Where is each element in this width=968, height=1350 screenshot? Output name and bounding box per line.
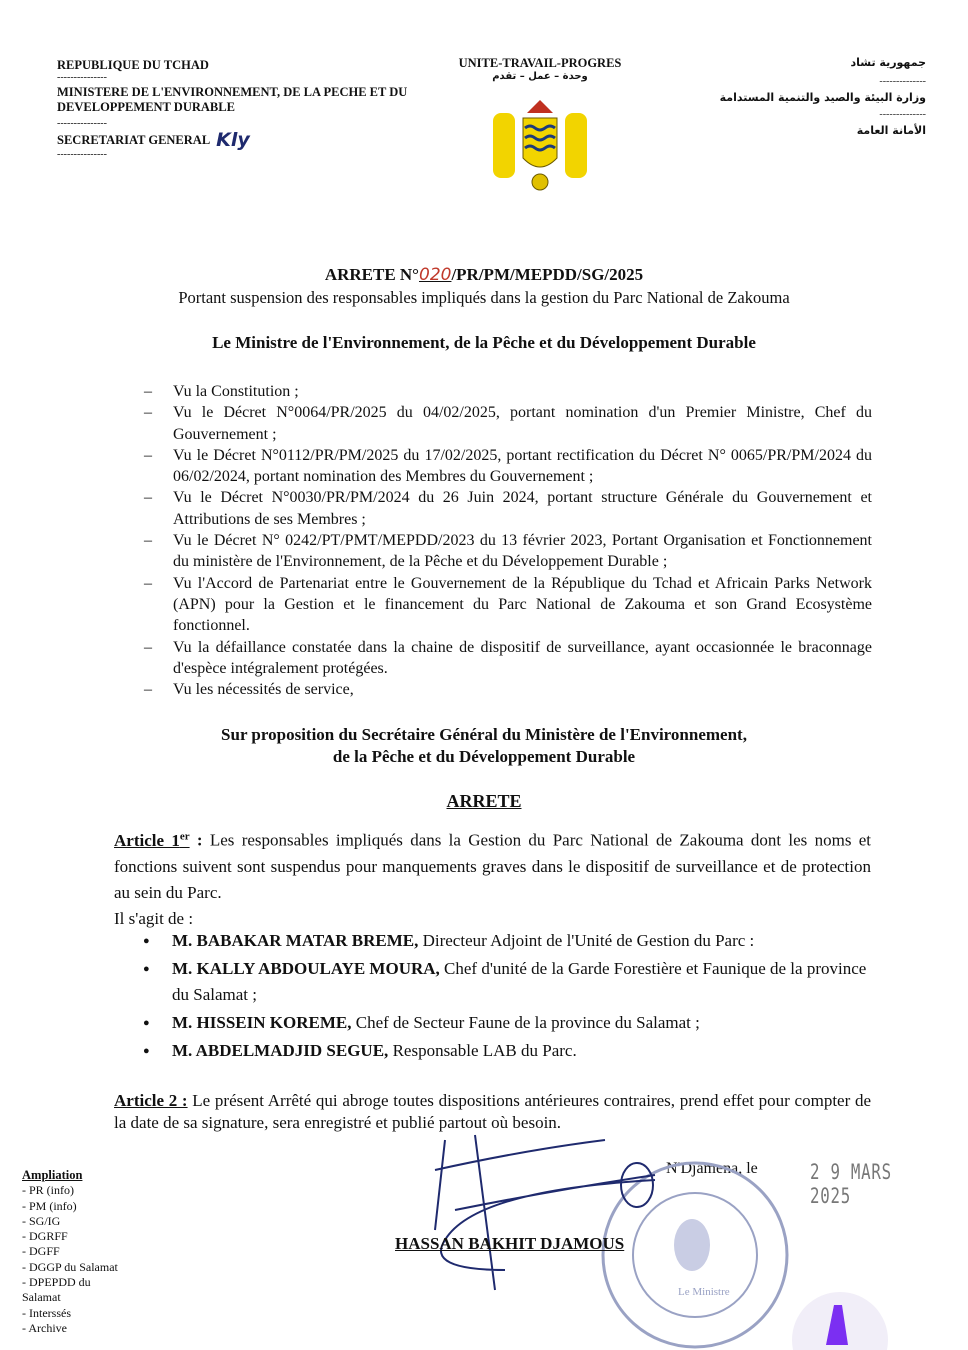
coat-of-arms-icon (485, 98, 595, 193)
motto: UNITE-TRAVAIL-PROGRES (458, 56, 622, 70)
ampliation-list (22, 1168, 118, 1336)
separator: -------------- (879, 76, 926, 87)
article-1: Article 1er : Les responsables impliqués dans la Gestion du Parc National de Zakouma dont les noms et fonctions suivent sont suspendus pour manquements graves dans le dispositif de surveillance et de protection au sein du Parc. Il s'agit de : (114, 823, 871, 932)
ampliation-item: - Archive (22, 1320, 67, 1335)
authority: Le Ministre de l'Environnement, de la Pêche et du Développement Durable (212, 333, 756, 352)
separator: --------------- (57, 149, 107, 160)
decree-subtitle: Portant suspension des responsables impliqués dans la gestion du Parc National de Zakouma (178, 288, 790, 307)
republic-label: REPUBLIQUE DU TCHAD (57, 58, 209, 72)
ministry-arabic: وزارة البيئة والصيد والتنمية المستدامة (719, 91, 926, 104)
title-suffix: /PR/PM/MEPDD/SG/2025 (451, 265, 644, 284)
motto-arabic: وحدة – عمل – تقدم (492, 71, 588, 82)
republic-arabic: جمهورية تشاد (850, 56, 926, 69)
ampliation-item: - DGFF (22, 1244, 60, 1259)
consideration-item: – Vu la défaillance constatée dans la chaine de dispositif de surveillance, ayant occasionnée le braconnage d'espèce intégralement protégées. (140, 637, 872, 680)
proposal-line: Sur proposition du Secrétaire Général du Ministère de l'Environnement, (221, 725, 747, 744)
consideration-item: – Vu la Constitution ; (140, 381, 872, 402)
ampliation-item: - PM (info) (22, 1198, 77, 1213)
person-item: ● M. ABDELMADJID SEGUE, Responsable LAB du Parc. (143, 1038, 878, 1064)
proposal (0, 724, 968, 768)
ampliation-heading: Ampliation (22, 1168, 83, 1182)
consideration-item: – Vu l'Accord de Partenariat entre le Gouvernement de la République du Tchad et Africain Parks Network (APN) pour la Gestion et le financement du Parc National de Zakouma et son Grand Ecosystème fonctionnel. (140, 573, 872, 637)
consideration-item: – Vu le Décret N°0112/PR/PM/2025 du 17/02/2025, portant rectification du Décret N° 0065/PR/PM/2024 du 06/02/2024, portant nomination des Membres du Gouvernement ; (140, 445, 872, 488)
consideration-item: – Vu le Décret N° 0242/PT/PMT/MEPDD/2023 du 13 février 2023, Portant Organisation et Fonctionnement du ministère de l'Environnement, de la Pêche et du Développement Durable ; (140, 530, 872, 573)
ampliation-item: - DGGP du Salamat (22, 1259, 118, 1274)
decree-title (0, 265, 968, 285)
article-2 (114, 1090, 871, 1134)
separator: --------------- (57, 72, 107, 83)
ampliation-item: - DGRFF (22, 1229, 68, 1244)
decree-heading: ARRETE (446, 791, 522, 811)
header-right (686, 56, 926, 137)
ampliation-item: - DPEPDD du Salamat (22, 1275, 91, 1305)
title-prefix: ARRETE N° (324, 265, 419, 284)
place-date-label: N'Djamena, le (666, 1160, 758, 1177)
considerations-list (140, 381, 872, 700)
ministry-label: MINISTERE DE L'ENVIRONNEMENT, DE LA PECHE ET DU DEVELOPPEMENT DURABLE (57, 85, 408, 114)
person-item: ● M. HISSEIN KOREME, Chef de Secteur Faune de la province du Salamat ; (143, 1010, 878, 1036)
separator: --------------- (57, 118, 107, 129)
watermark-logo-icon (790, 1280, 890, 1350)
article-1-intro: Il s'agit de : (114, 908, 194, 928)
decree-number: 020 (419, 265, 452, 285)
persons-list (143, 928, 878, 1066)
article-2-text: Le présent Arrêté qui abroge toutes dispositions antérieures contraires, prend effet pour compter de la date de sa signature, sera enregistré et publié partout où besoin. (114, 1091, 871, 1132)
article-2-label: Article 2 : (114, 1091, 188, 1110)
initials-signature: Kly (216, 129, 250, 151)
proposal-line: de la Pêche et du Développement Durable (332, 747, 636, 766)
person-item: ● M. KALLY ABDOULAYE MOURA, Chef d'unité de la Garde Forestière et Faunique de la province du Salamat ; (143, 956, 878, 1008)
consideration-item: – Vu le Décret N°0064/PR/2025 du 04/02/2025, portant nomination d'un Premier Ministre, Chef du Gouvernement ; (140, 402, 872, 445)
secretariat-label: SECRETARIAT GENERAL (57, 133, 211, 147)
secretariat-arabic: الأمانة العامة (856, 124, 926, 137)
separator: -------------- (879, 109, 926, 120)
ampliation-item: - Interssés (22, 1305, 71, 1320)
consideration-item: – Vu les nécessités de service, (140, 679, 872, 700)
header-center (440, 56, 640, 198)
ampliation-item: - PR (info) (22, 1183, 74, 1198)
consideration-item: – Vu le Décret N°0030/PR/PM/2024 du 26 Juin 2024, portant structure Générale du Gouvernement et Attributions de ses Membres ; (140, 487, 872, 530)
handwritten-signature-icon (405, 1130, 705, 1310)
date-stamp: 2 9 MARS 2025 (810, 1160, 892, 1208)
person-item: ● M. BABAKAR MATAR BREME, Directeur Adjoint de l'Unité de Gestion du Parc : (143, 928, 878, 954)
signatory-name: HASSAN BAKHIT DJAMOUS (395, 1234, 625, 1253)
header-left (57, 58, 437, 160)
article-1-label: Article 1er (114, 830, 190, 850)
article-1-text: Les responsables impliqués dans la Gestion du Parc National de Zakouma dont les noms et fonctions suivent sont suspendus pour manquements graves dans le dispositif de surveillance et de protection au sein du Parc. (114, 830, 871, 902)
stamp-center-text: Le Ministre (678, 1286, 730, 1298)
ampliation-item: - SG/IG (22, 1213, 61, 1228)
